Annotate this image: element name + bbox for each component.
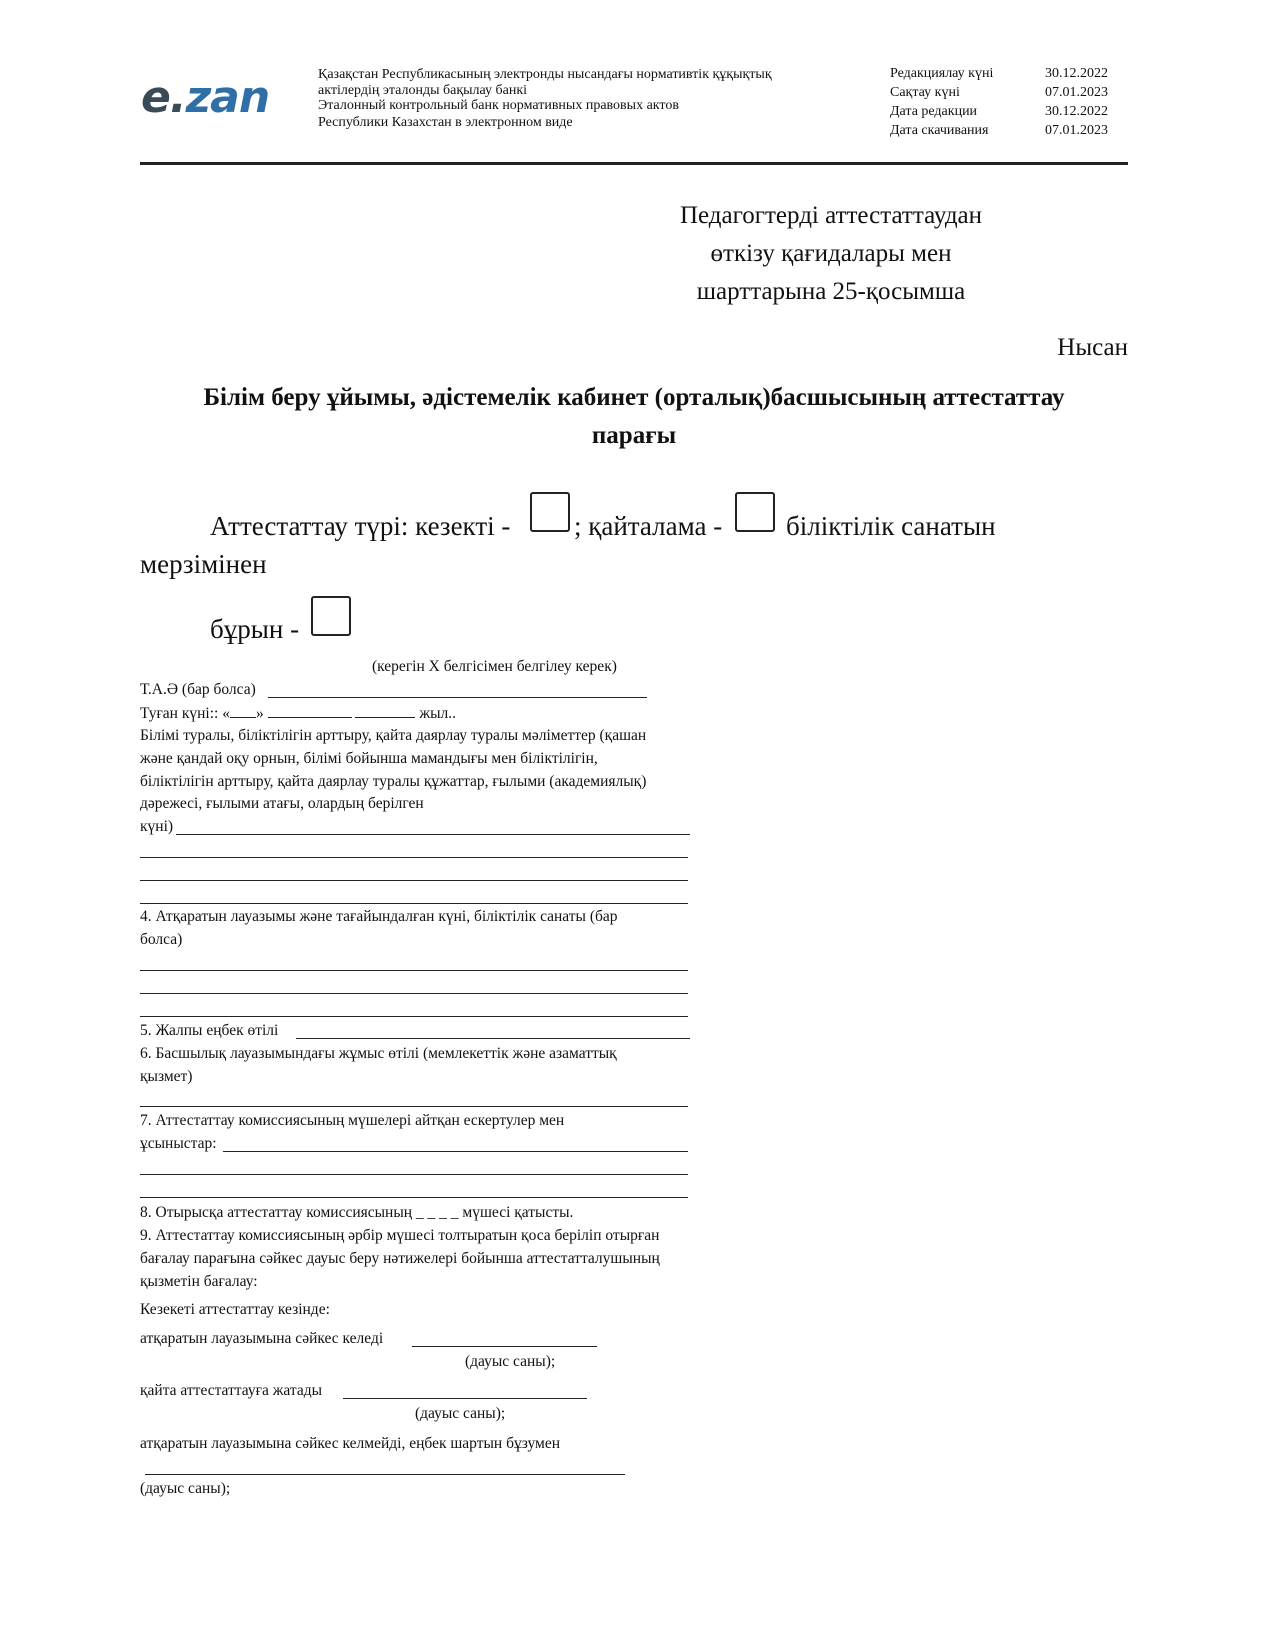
early-label: мерзімінен	[140, 549, 267, 579]
repeat-checkbox[interactable]	[735, 492, 775, 532]
attestation-type-label: Аттестаттау түрі: кезекті -	[210, 511, 511, 541]
meta-value: 07.01.2023	[1045, 85, 1108, 100]
bank-name-line: актілердің эталонды бақылау банкі	[318, 83, 528, 98]
header-divider	[140, 162, 1128, 165]
early-label: бұрын -	[210, 614, 300, 644]
ezan-logo: e.zan	[141, 72, 270, 123]
regular-attestation-label: Кезекеті аттестаттау кезінде:	[140, 1301, 330, 1318]
name-field[interactable]	[268, 697, 647, 698]
management-experience-label: қызмет)	[140, 1068, 193, 1085]
education-field[interactable]	[140, 903, 688, 904]
position-label: 4. Атқаратын лауазымы және тағайындалған күні, біліктілік санаты (бар	[140, 908, 618, 925]
meta-label: Дата скачивания	[890, 123, 989, 138]
education-field[interactable]	[140, 857, 688, 858]
position-label: болса)	[140, 931, 183, 948]
appendix-line: шарттарына 25-қосымша	[696, 278, 966, 305]
option-not-complies-label: атқаратын лауазымына сәйкес келмейді, еңбек шартын бұзумен	[140, 1435, 561, 1452]
management-experience-field[interactable]	[140, 1106, 688, 1107]
bank-name-line: Республики Казахстан в электронном виде	[318, 115, 573, 130]
education-field[interactable]	[176, 834, 690, 835]
education-label: және қандай оқу орнын, білімі бойынша мамандығы мен біліктілігін,	[140, 750, 598, 767]
option-reattest-votes[interactable]	[343, 1398, 587, 1399]
votes-caption: (дауыс саны);	[415, 1405, 506, 1422]
meta-label: Дата редакции	[890, 104, 978, 119]
option-complies-label: атқаратын лауазымына сәйкес келеді	[140, 1330, 384, 1347]
mark-note: (керегін Х белгісімен белгілеу керек)	[372, 658, 617, 675]
birth-field-label: Туған күні:: « » жыл..	[140, 705, 456, 722]
education-label: күні)	[140, 818, 174, 835]
education-label: Білімі туралы, біліктілігін арттыру, қайта даярлау туралы мәліметтер (қашан	[140, 727, 647, 744]
option-complies-votes[interactable]	[412, 1346, 597, 1347]
bank-name-line: Эталонный контрольный банк нормативных правовых актов	[318, 98, 679, 113]
repeat-label: ; қайталама -	[574, 511, 723, 541]
early-checkbox[interactable]	[311, 596, 351, 636]
remarks-field[interactable]	[140, 1174, 688, 1175]
meta-value: 30.12.2022	[1045, 104, 1108, 119]
attendance-text: 8. Отырысқа аттестаттау комиссиясының _ _ _ _ мүшесі қатысты.	[140, 1204, 574, 1221]
option-not-complies-votes[interactable]	[145, 1474, 625, 1475]
experience-field[interactable]	[296, 1038, 690, 1039]
evaluation-text: 9. Аттестаттау комиссиясының әрбір мүшесі толтыратын қоса беріліп отырған	[140, 1227, 660, 1244]
meta-value: 07.01.2023	[1045, 123, 1108, 138]
document-title: Білім беру ұйымы, әдістемелік кабинет (орталық)басшысының аттестаттау	[203, 384, 1065, 411]
management-experience-label: 6. Басшылық лауазымындағы жұмыс өтілі (мемлекеттік және азаматтық	[140, 1045, 617, 1062]
remarks-label: 7. Аттестаттау комиссиясының мүшелері айтқан ескертулер мен	[140, 1112, 565, 1129]
option-reattest-label: қайта аттестаттауға жатады	[140, 1382, 323, 1399]
form-label: Нысан	[1057, 334, 1128, 361]
position-field[interactable]	[140, 993, 688, 994]
education-label: біліктілігін арттыру, қайта даярлау туралы құжаттар, ғылыми (академиялық)	[140, 773, 647, 790]
meta-value: 30.12.2022	[1045, 66, 1108, 81]
regular-checkbox[interactable]	[530, 492, 570, 532]
education-field[interactable]	[140, 880, 688, 881]
meta-label: Редакциялау күні	[890, 66, 994, 81]
appendix-line: Педагогтерді аттестаттаудан	[679, 202, 983, 229]
experience-label: 5. Жалпы еңбек өтілі	[140, 1022, 279, 1039]
votes-caption: (дауыс саны);	[140, 1480, 231, 1497]
remarks-field[interactable]	[140, 1197, 688, 1198]
remarks-field[interactable]	[223, 1151, 688, 1152]
early-label: біліктілік санатын	[786, 511, 996, 541]
appendix-line: өткізу қағидалары мен	[710, 240, 952, 267]
remarks-label: ұсыныстар:	[140, 1135, 217, 1152]
bank-name-line: Қазақстан Республикасының электронды нысандағы нормативтік құқықтық	[318, 67, 772, 82]
education-label: дәрежесі, ғылыми атағы, олардың берілген	[140, 795, 424, 812]
position-field[interactable]	[140, 1016, 688, 1017]
votes-caption: (дауыс саны);	[465, 1353, 556, 1370]
evaluation-text: бағалау парағына сәйкес дауыс беру нәтижелері бойынша аттестатталушының	[140, 1250, 660, 1267]
name-field-label: Т.А.Ә (бар болса)	[140, 681, 256, 698]
evaluation-text: қызметін бағалау:	[140, 1273, 258, 1290]
position-field[interactable]	[140, 970, 688, 971]
meta-label: Сақтау күні	[890, 85, 960, 100]
document-title: парағы	[591, 422, 677, 449]
